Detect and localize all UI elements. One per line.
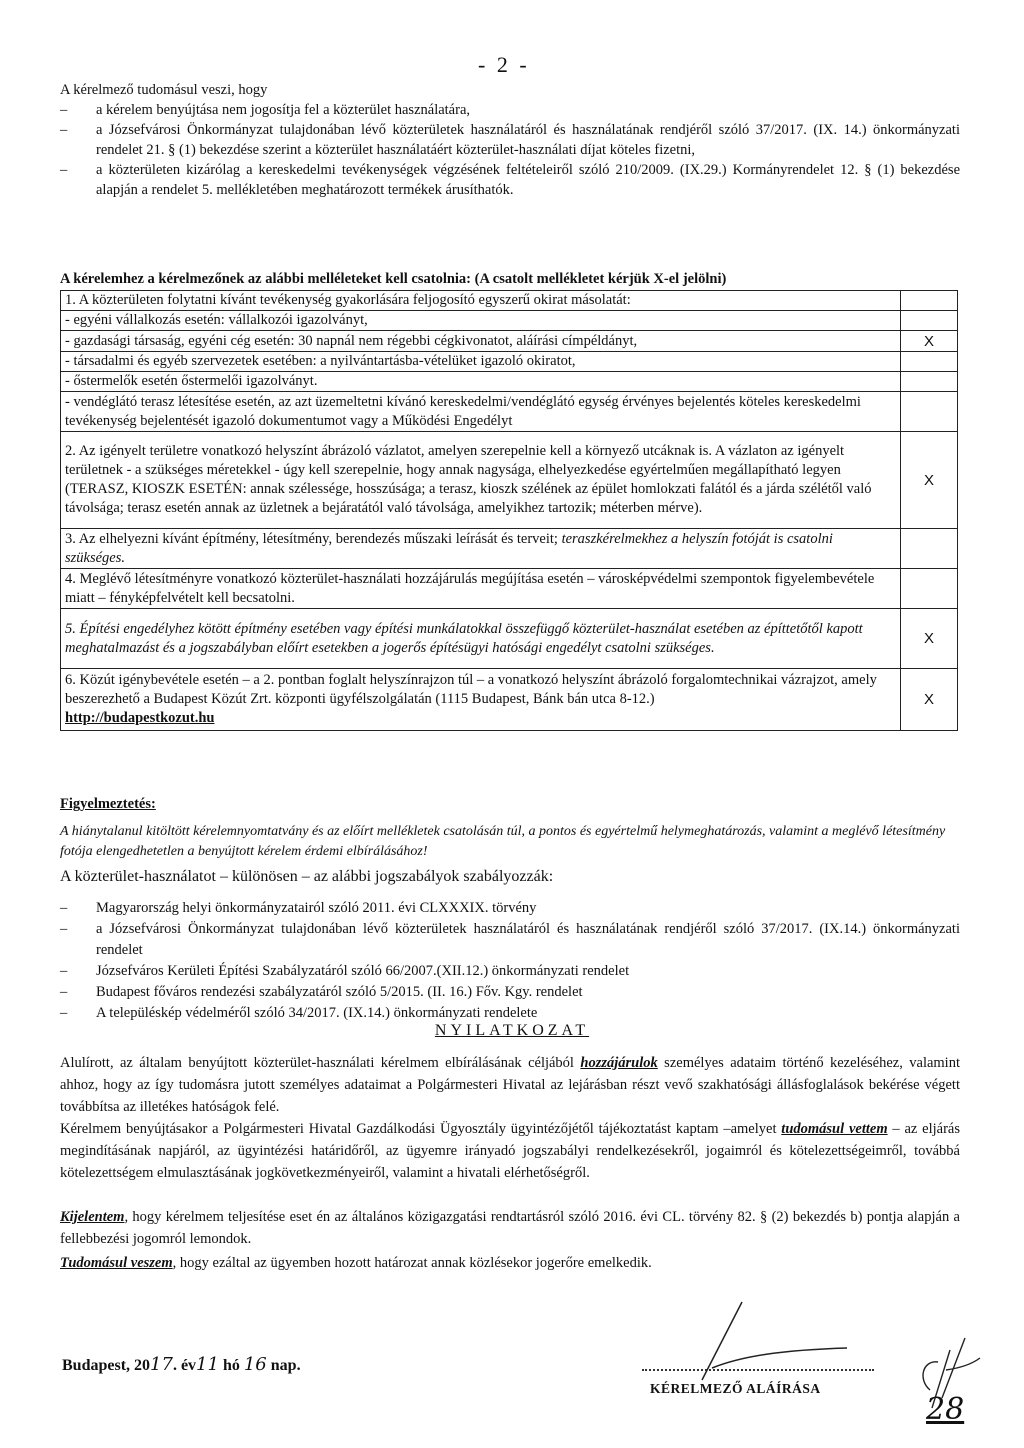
intro-item: – a Józsefvárosi Önkormányzat tulajdonában lévő közterületek használatáról és használatának rendjéről szóló 37/2017. (IX. 14.) önkormányzati rendelet 21. § (1) bekezdése szerint a közterület használatáért közterület-használati díjat köteles fizetni, (60, 122, 960, 158)
table-row: - társadalmi és egyéb szervezetek esetében: a nyilvántartásba-vételüket igazoló okiratot, (61, 352, 958, 372)
declaration-paragraph: Kérelmem benyújtásakor a Polgármesteri Hivatal Gazdálkodási Ügyosztály ügyintézőjétől tájékoztatást kaptam –amelyet tudomásul vettem – az eljárás megindításának napjáról, az ügyintézési határidőről, az ügyemre irányadó jogszabályi rendelkezésekről, jogaimról és kötelezettségeimről, továbbá kötelezettségem elmulasztásának jogkövetkezményeiről, valamint a hivatali elérhetőségről. (60, 1121, 960, 1181)
list-item: – Magyarország helyi önkormányzatairól szóló 2011. évi CLXXXIX. törvény (60, 900, 537, 916)
laws-intro: A közterület-használatot – különösen – az alábbi jogszabályok szabályozzák: (60, 868, 554, 885)
table-row: 5. Építési engedélyhez kötött építmény esetében vagy építési munkálatokkal összefüggő közterület-használat esetében az építtetőtől kapott meghatalmazást és a jogszabályban előírt esetekben a jogerős építésügyi hatósági engedélyt csatolni szükséges. X (61, 609, 958, 669)
attachments-table (60, 290, 958, 731)
table-row: - őstermelők esetén őstermelői igazolványt. (61, 372, 958, 392)
list-item: – a Józsefvárosi Önkormányzat tulajdonában lévő közterületek használatáról és használatának rendjéről szóló 37/2017. (IX.14.) önkormányzati rendelet (60, 921, 960, 958)
table-row: 2. Az igényelt területre vonatkozó helyszínt ábrázoló vázlatot, amelyen szerepelnie kell a környező utcáknak is. A vázlaton az igényelt területnek - a szükséges méretekkel - úgy kell szerepelnie, hogy annak nagysága, elhelyezkedése egyértelműen megállapítható legyen (TERASZ, KIOSZK ESETÉN: annak szélessége, hosszúsága; a terasz, kioszk szélének az épület homlokzati falától és a járda szélétől való távolsága; terasz esetén annak az üzletnek a bejáratától való távolsága, amelyikhez tartozik; méterben mérve). X (61, 432, 958, 529)
intro-item: – a kérelem benyújtása nem jogosítja fel a közterület használatára, (60, 102, 471, 118)
intro-section (60, 80, 960, 200)
check-mark[interactable] (901, 372, 958, 392)
check-mark[interactable] (901, 291, 958, 311)
budapestkozut-link[interactable]: http://budapestkozut.hu (65, 710, 215, 726)
table-row: 3. Az elhelyezni kívánt építmény, létesítmény, berendezés műszaki leírását és terveit; teraszkérelmekhez a helyszín fotóját is csatolni szükséges. (61, 529, 958, 569)
intro-item: – a közterületen kizárólag a kereskedelmi tevékenységek végzésének feltételeiről szóló 210/2009. (IX.29.) Kormányrendelet 12. § (1) bekezdése alapján a rendelet 5. mellékletében meghatározott termékek árusíthatók. (60, 162, 960, 198)
check-mark[interactable]: X (901, 432, 958, 529)
attachments-heading: A kérelemhez a kérelmezőnek az alábbi melléleteket kell csatolnia: (A csatolt mellékletet kérjük X-el jelölni) (60, 271, 727, 287)
table-row: - egyéni vállalkozás esetén: vállalkozói igazolványt, (61, 311, 958, 331)
warning-text: A hiánytalanul kitöltött kérelemnyomtatvány és az előírt mellékletek csatolásán túl, a pontos és egyértelmű helymeghatározás, valamint a meglévő létesítmény fotója elengedhetetlen a benyújtott kérelem érdemi elbírálásához! (60, 824, 946, 859)
date-month: 11 (196, 1354, 219, 1375)
warning-heading: Figyelmeztetés: (60, 796, 156, 812)
table-row: 4. Meglévő létesítményre vonatkozó közterület-használati hozzájárulás megújítása esetén – városképvédelmi szempontok figyelembevétele miatt – fényképfelvételt kell becsatolni. (61, 569, 958, 609)
list-item: – Józsefváros Kerületi Építési Szabályzatáról szóló 66/2007.(XII.12.) önkormányzati rendelet (60, 963, 630, 979)
check-mark[interactable]: X (901, 669, 958, 731)
date-line: Budapest, 2017. év11 hó 16 nap. (62, 1354, 301, 1375)
intro-lead: A kérelmező tudomásul veszi, hogy (60, 82, 268, 98)
date-day: 16 (243, 1354, 267, 1375)
handwritten-page-number: 28 (926, 1392, 965, 1427)
table-row: 1. A közterületen folytatni kívánt tevékenység gyakorlására feljogosító egyszerű okirat másolatát: (61, 291, 958, 311)
declaration-title: NYILATKOZAT (434, 1022, 590, 1039)
declaration-paragraph: Kijelentem, hogy kérelmem teljesítése eset én az általános közigazgatási rendtartásról szóló 2016. évi CL. törvény 82. § (2) bekezdés b) pontja alapján a fellebbezési jogomról lemondok. (60, 1209, 960, 1247)
check-mark[interactable] (901, 569, 958, 609)
table-row: 6. Közút igénybevétele esetén – a 2. pontban foglalt helyszínrajzon túl – a vonatkozó helyszínt ábrázoló forgalomtechnikai vázrajzot, amely beszerezhető a Budapest Közút Zrt. központi ügyfélszolgálatán (1115 Budapest, Bánk bán utca 8-12.) http://budapestkozut.hu X (61, 669, 958, 731)
table-row: - gazdasági társaság, egyéni cég esetén: 30 napnál nem régebbi cégkivonatot, aláírási címpéldányt, X (61, 331, 958, 352)
declaration-paragraph: Alulírott, az általam benyújtott közterület-használati kérelmem elbírálásának céljából hozzájárulok személyes adataim történő kezeléséhez, valamint ahhoz, hogy az így tudomásra jutott személyes adataimat a Polgármesteri Hivatal az lejárásban részt vevő szakhatósági állásfoglalások bekérése végett továbbítsa az illetékes hatóságok felé. (60, 1055, 960, 1115)
applicant-signature (672, 1290, 862, 1390)
list-item: – A településkép védelméről szóló 34/2017. (IX.14.) önkormányzati rendelete (60, 1005, 538, 1021)
list-item: – Budapest főváros rendezési szabályzatáról szóló 5/2015. (II. 16.) Főv. Kgy. rendelet (60, 984, 583, 1000)
signature-label: KÉRELMEZŐ ALÁÍRÁSA (650, 1381, 821, 1396)
check-mark[interactable]: X (901, 609, 958, 669)
table-row: - vendéglátó terasz létesítése esetén, az azt üzemeltetni kívánó kereskedelmi/vendéglátó egység érvényes bejelentés köteles kereskedelmi tevékenység bejelentését igazoló dokumentumot vagy a Működési Engedélyt (61, 392, 958, 432)
declaration-paragraph: Tudomásul veszem, hogy ezáltal az ügyemben hozott határozat annak közlésekor jogerőre emelkedik. (60, 1255, 652, 1271)
check-mark[interactable] (901, 529, 958, 569)
date-year: 17 (150, 1354, 173, 1375)
page-number: - 2 - (478, 52, 530, 77)
check-mark[interactable] (901, 392, 958, 432)
check-mark[interactable]: X (901, 331, 958, 352)
check-mark[interactable] (901, 352, 958, 372)
laws-list (60, 898, 960, 1024)
check-mark[interactable] (901, 311, 958, 331)
